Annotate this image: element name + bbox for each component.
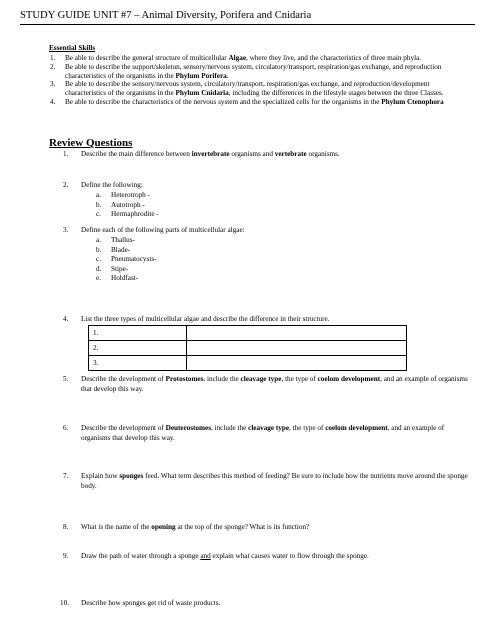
question-keyword: cleavage type — [248, 424, 290, 432]
skill-item — [49, 80, 469, 98]
skill-text-part: , including the differences in the lifestyle stages between the three Classes. — [228, 89, 444, 98]
question-text: Describe how sponges get rid of waste products. — [81, 599, 221, 607]
sub-letter: e. — [96, 274, 101, 283]
skill-number: 1. — [50, 54, 56, 62]
question-text — [81, 150, 473, 160]
question-text: List the three types of multicellular algae and describe the difference in their structure. — [81, 315, 330, 323]
question-number: 7. — [63, 472, 69, 480]
sub-item — [96, 201, 159, 211]
sub-item — [96, 255, 157, 265]
question-number: 9. — [63, 552, 69, 560]
sub-letter: c. — [96, 210, 101, 219]
question-keyword: coelom development — [325, 424, 388, 432]
sub-text: Thallus- — [111, 236, 135, 244]
skill-text-part: Be able to describe the characteristics of the nervous system and the specialized cells for the organisms in the — [65, 97, 382, 106]
question-number: 6. — [63, 424, 69, 432]
question-text — [81, 472, 473, 491]
sub-item — [96, 246, 157, 256]
question-3 — [63, 226, 473, 236]
sub-letter: a. — [96, 236, 101, 244]
skill-item — [49, 54, 469, 63]
question-number: 4. — [63, 315, 69, 323]
question-text — [81, 424, 473, 443]
question-5 — [63, 375, 473, 394]
skill-item — [49, 98, 469, 107]
sub-item — [96, 210, 159, 220]
question-text: Define the following: — [81, 181, 143, 189]
essential-skills-list — [49, 54, 469, 107]
skill-keyword: Phylum Cnidaria — [175, 89, 229, 98]
question-number: 10. — [60, 599, 69, 607]
question-number: 8. — [63, 523, 69, 531]
question-keyword: opening — [151, 523, 176, 531]
sub-text: Autotroph - — [111, 200, 145, 209]
question-text-part: , and an example of organisms that develop this way. — [81, 424, 445, 442]
sub-letter: b. — [96, 245, 102, 254]
question-keyword: invertebrate — [191, 150, 230, 158]
sub-text: Hermaphrodite - — [111, 210, 159, 219]
question-text — [81, 552, 473, 562]
question-keyword: coelom development — [317, 375, 381, 383]
question-text-part: at the top of the sponge? What is its function? — [175, 523, 310, 531]
question-9 — [63, 552, 473, 562]
skill-keyword: Phylum Porifera — [175, 71, 227, 80]
skill-number: 2. — [50, 62, 56, 71]
table-cell-answer[interactable] — [187, 326, 407, 341]
question-3-sublist — [96, 236, 157, 284]
sub-item — [96, 191, 159, 201]
skill-text-part: Be able to describe the support/skeleton, sensory/nervous system, circulatory/transport, respiration/gas exchange, and reproduction characteristics of the organisms in the — [65, 62, 442, 80]
page-title: STUDY GUIDE UNIT #7 – Animal Diversity, Porifera and Cnidaria — [20, 10, 312, 21]
question-1 — [63, 150, 473, 160]
skill-text — [65, 63, 469, 81]
question-number: 1. — [63, 150, 69, 158]
question-number: 2. — [63, 181, 69, 189]
question-text-part: organisms and — [229, 150, 275, 158]
question-text-part: , include the — [203, 375, 241, 383]
table-cell-answer[interactable] — [187, 356, 407, 371]
review-questions-heading: Review Questions — [49, 137, 133, 149]
question-text — [81, 375, 473, 394]
question-4 — [63, 315, 473, 325]
question-text-part: Describe the main difference between — [81, 150, 192, 158]
question-text-part: , the type of — [289, 424, 326, 432]
question-text-part: Draw the path of water through a sponge — [81, 552, 201, 560]
algae-types-table — [88, 325, 407, 371]
skill-text-part: Be able to describe the sensory/nervous system, circulatory/transport, respiration/gas exchange, and reproduction/development characteristics of the organisms in the — [65, 80, 430, 98]
table-row — [89, 356, 407, 371]
question-number: 5. — [63, 375, 69, 383]
skill-text — [65, 54, 469, 63]
sub-item — [96, 265, 157, 275]
skill-item — [49, 63, 469, 81]
table-row — [89, 341, 407, 356]
sub-letter: b. — [96, 200, 102, 209]
question-text-part: Describe the development of — [81, 375, 166, 383]
question-text-part: , the type of — [281, 375, 318, 383]
question-keyword: vertebrate — [274, 150, 307, 158]
question-keyword: sponges — [119, 472, 144, 480]
question-7 — [63, 472, 473, 491]
skill-text — [65, 80, 469, 98]
question-text-part: , include the — [211, 424, 249, 432]
skill-text-part: Be able to describe the general structure of multicellular — [65, 54, 229, 62]
table-cell-number: 1. — [89, 326, 187, 341]
sub-letter: c. — [96, 255, 101, 264]
sub-text: Holdfast- — [111, 274, 139, 283]
question-text-part: Explain how — [81, 472, 120, 480]
skill-keyword: Algae — [228, 54, 247, 62]
sub-text: Pneumatocysts- — [111, 255, 157, 264]
title-divider — [20, 24, 475, 25]
question-emphasis: and — [200, 552, 211, 560]
essential-skills-heading: Essential Skills — [49, 44, 96, 52]
table-row — [89, 326, 407, 341]
question-number: 3. — [63, 226, 69, 234]
question-8 — [63, 523, 473, 533]
skill-text-part: . — [226, 71, 229, 80]
question-text: Define each of the following parts of multicellular algae: — [81, 226, 245, 234]
sub-item — [96, 236, 157, 246]
sub-text: Blade- — [111, 245, 131, 254]
question-10 — [60, 599, 470, 609]
skill-number: 3. — [50, 80, 56, 89]
sub-item — [96, 274, 157, 284]
skill-text-part: , where they live, and the characteristics of three main phyla. — [246, 54, 422, 62]
question-text-part: Describe the development of — [81, 424, 166, 432]
table-cell-number: 3. — [89, 356, 187, 371]
sub-letter: a. — [96, 191, 101, 199]
question-text-part: feed. What term describes this method of feeding? Be sure to include how the nutrients move around the sponge body. — [81, 472, 468, 490]
table-cell-number: 2. — [89, 341, 187, 356]
skill-number: 4. — [50, 97, 56, 106]
table-cell-answer[interactable] — [187, 341, 407, 356]
question-2 — [63, 181, 473, 191]
skill-text — [65, 98, 469, 107]
question-keyword: cleavage type — [240, 375, 282, 383]
skill-keyword: Phylum Ctenophora — [381, 97, 444, 106]
question-keyword: Protostomes — [165, 375, 204, 383]
question-text — [81, 523, 473, 533]
sub-text: Stipe- — [111, 264, 129, 273]
sub-letter: d. — [96, 264, 102, 273]
question-text-part: , and an example of organisms that develop this way. — [81, 375, 468, 393]
question-text-part: explain what causes water to flow through the sponge. — [210, 552, 369, 560]
question-text-part: What is the name of the — [81, 523, 152, 531]
question-text-part: organisms. — [306, 150, 340, 158]
sub-text: Heterotroph - — [111, 191, 150, 199]
question-keyword: Deuterostomes — [165, 424, 211, 432]
question-2-sublist — [96, 191, 159, 220]
question-6 — [63, 424, 473, 443]
